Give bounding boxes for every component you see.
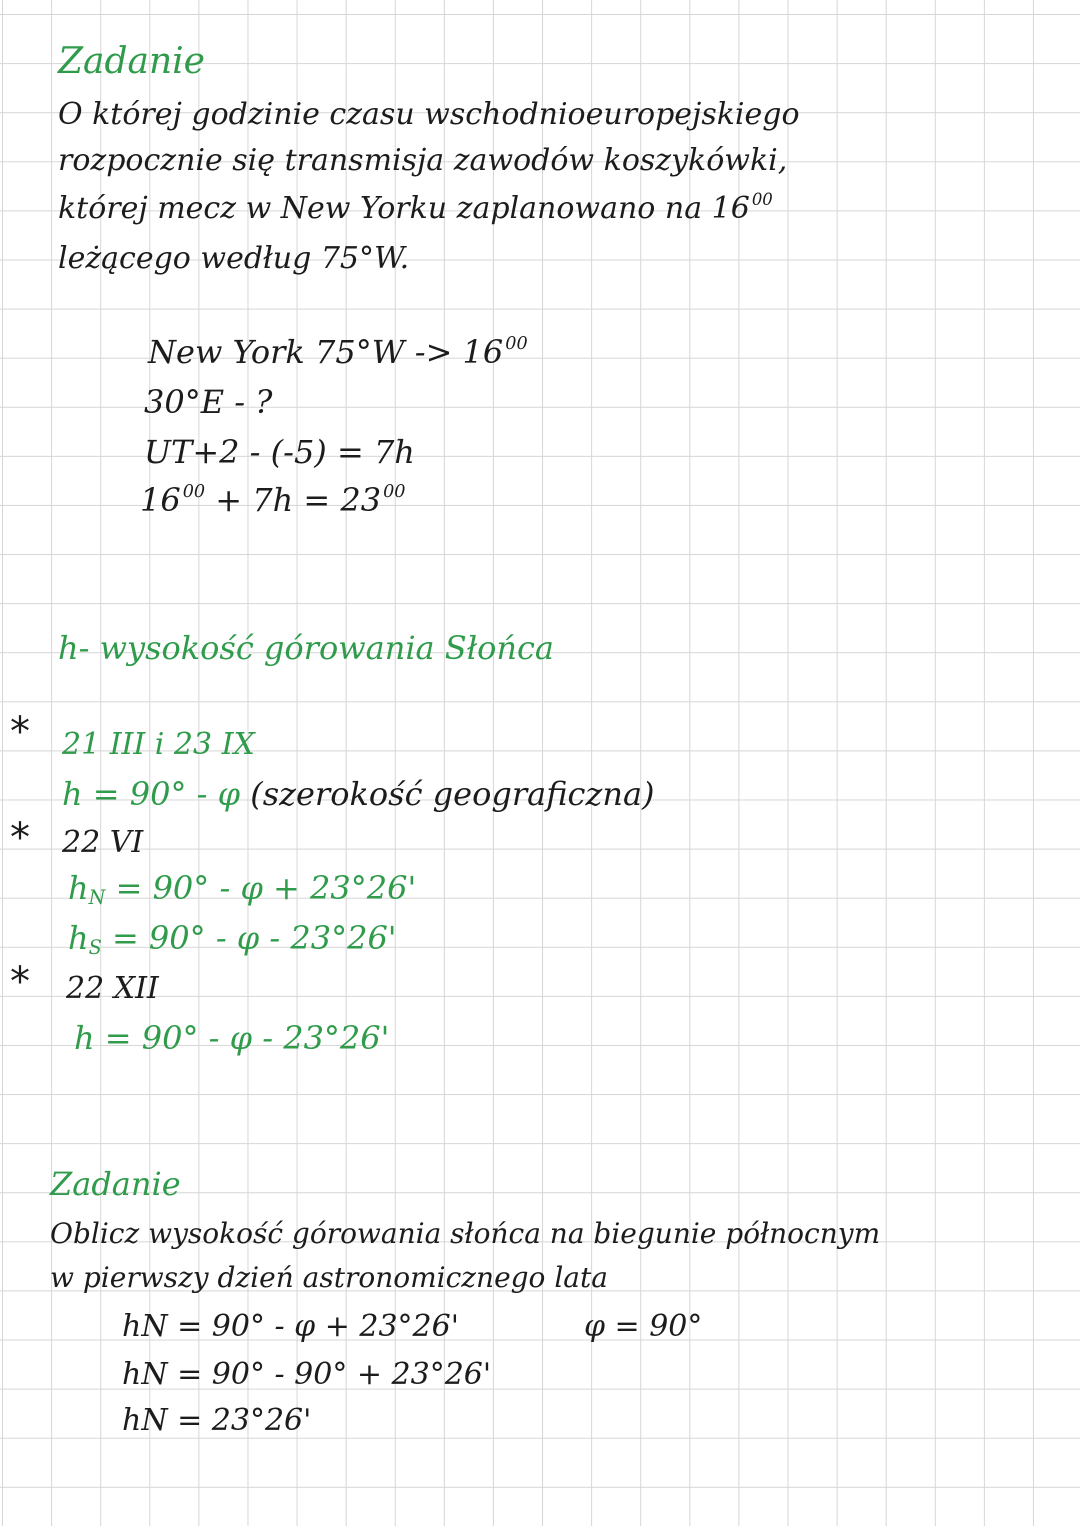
task2-question-line2: w pierwszy dzień astronomicznego lata (50, 1261, 608, 1294)
task1-work-line2: 30°E - ? (144, 383, 273, 421)
equinox-title: 21 III i 23 IX (62, 727, 255, 762)
task1-work-line4-b-sup: 00 (383, 481, 406, 502)
equinox-formula-note: (szerokość geograficzna) (240, 775, 655, 813)
task2-question-line1: Oblicz wysokość górowania słońca na biegunie północnym (50, 1217, 881, 1250)
task2-heading: Zadanie (50, 1165, 181, 1203)
hs-formula-sub: S (88, 935, 102, 959)
hn-formula-phi: φ (240, 869, 263, 907)
task2-phi-given: φ = 90° (584, 1309, 703, 1344)
december-formula-phi: φ (229, 1019, 253, 1057)
task1-question-line3-sup: 00 (751, 189, 773, 209)
equinox-formula-phi: φ (217, 775, 241, 813)
december-formula-tail: - 23°26' (252, 1019, 390, 1057)
hn-formula-label: h (68, 869, 89, 907)
hn-formula-rest: = 90° - (105, 869, 241, 907)
task1-question-line1: O której godzinie czasu wschodnioeuropejskiego (58, 97, 800, 132)
task1-question-line2: rozpocznie się transmisja zawodów koszykówki, (58, 143, 788, 178)
sun-height-definition: h- wysokość górowania Słońca (58, 629, 554, 667)
task1-question-line3 (58, 189, 773, 226)
equinox-formula-h: h = 90° - (62, 775, 218, 813)
task1-work-line4 (140, 481, 406, 519)
hs-formula-label: h (68, 919, 89, 957)
hs-formula-rest: = 90° - (101, 919, 237, 957)
hs-formula (68, 919, 397, 959)
december-formula (74, 1019, 390, 1057)
task1-heading: Zadanie (58, 41, 205, 82)
asterisk-icon: * (10, 709, 30, 755)
hn-formula-tail: + 23°26' (262, 869, 417, 907)
june-solstice-title: 22 VI (62, 825, 144, 860)
hn-formula-sub: N (88, 885, 106, 909)
task2-equation1: hN = 90° - φ + 23°26' (122, 1309, 459, 1344)
task1-work-line4-a-sup: 00 (182, 481, 206, 502)
december-formula-rest: = 90° - (94, 1019, 230, 1057)
task1-work-line1-text: New York 75°W -> 16 (148, 333, 504, 371)
asterisk-icon: * (10, 959, 30, 1005)
task1-work-line1-sup: 00 (505, 333, 528, 354)
task1-work-line4-a: 16 (140, 481, 181, 519)
task2-equation3: hN = 23°26' (122, 1403, 312, 1438)
december-formula-label: h (74, 1019, 95, 1057)
asterisk-icon: * (10, 815, 30, 861)
task2-equation2: hN = 90° - 90° + 23°26' (122, 1357, 492, 1392)
hs-formula-tail: - 23°26' (259, 919, 397, 957)
task1-work-line4-b: + 7h = 23 (205, 481, 382, 519)
equinox-formula (62, 775, 655, 813)
task1-question-line4: leżącego według 75°W. (58, 241, 410, 276)
task1-question-line3-text: której mecz w New Yorku zaplanowano na 16 (58, 191, 750, 226)
december-solstice-title: 22 XII (66, 971, 159, 1006)
hs-formula-phi: φ (236, 919, 260, 957)
task1-work-line1 (148, 333, 528, 371)
hn-formula (68, 869, 417, 909)
task1-work-line3: UT+2 - (-5) = 7h (144, 433, 415, 471)
